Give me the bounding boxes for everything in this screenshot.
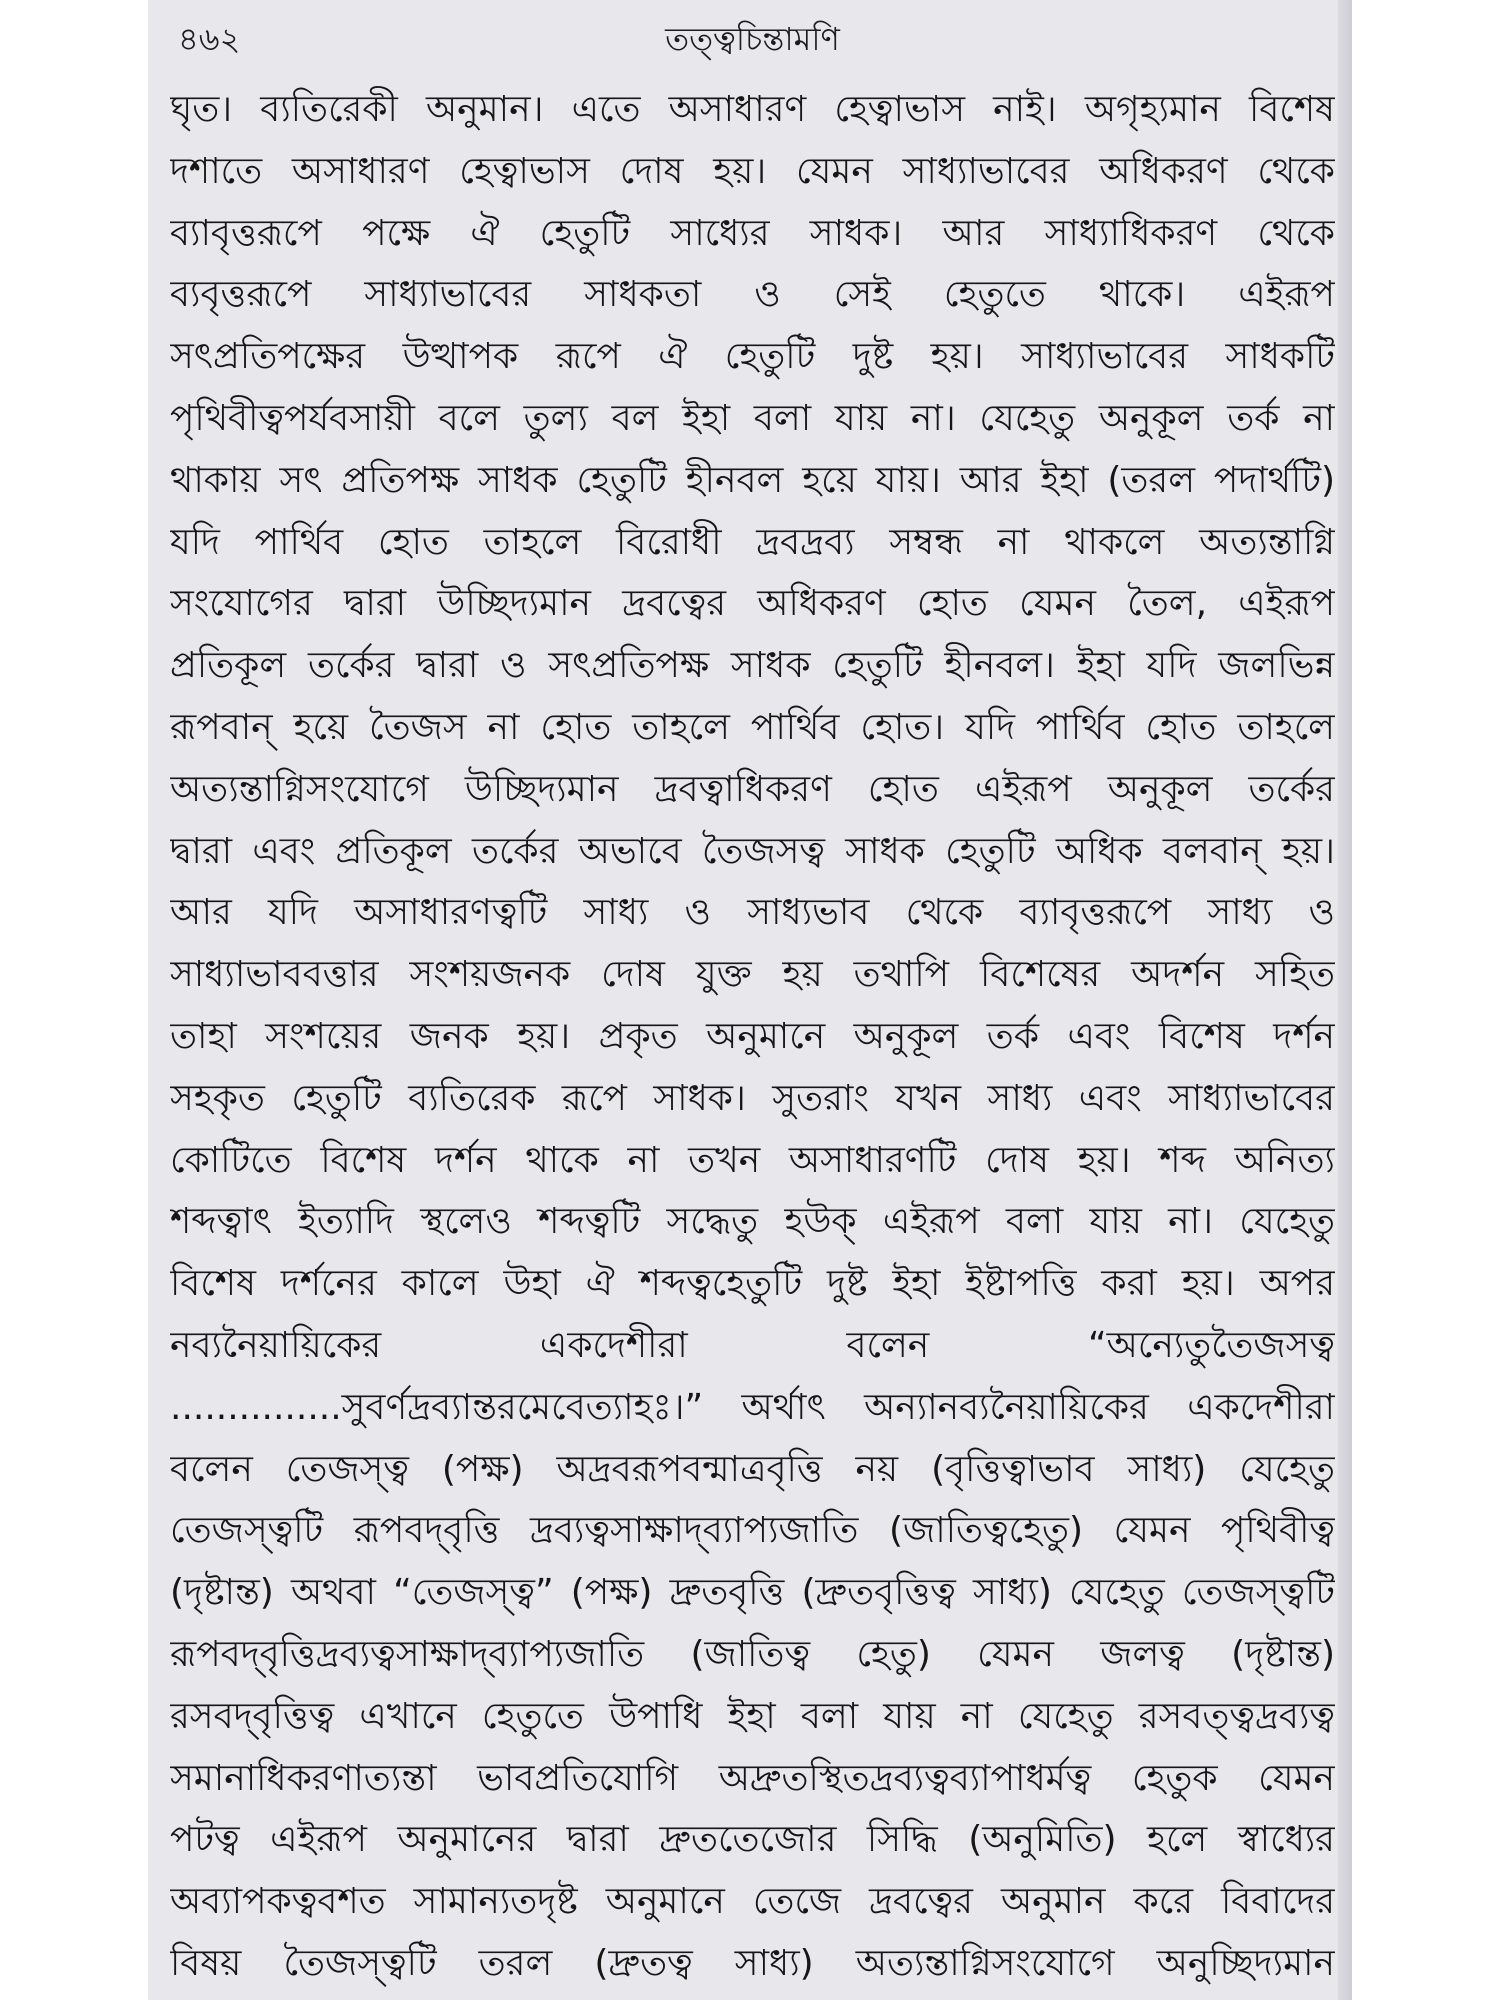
text-line: পৃথিবীত্বপর্যবসায়ী বলে তুল্য বল ইহা বলা যায় না। যেহেতু অনুকূল তর্ক না <box>170 397 1335 439</box>
text-line: ঘৃত। ব্যতিরেকী অনুমান। এতে অসাধারণ হেত্বাভাস নাই। অগৃহ্যমান বিশেষ <box>170 89 1335 130</box>
text-line: ব্যাবৃত্তরূপে পক্ষে ঐ হেতুটি সাধ্যের সাধক। আর সাধ্যাধিকরণ থেকে <box>170 212 1335 254</box>
page-number: ৪৬২ <box>178 20 241 58</box>
page-header <box>170 14 1335 64</box>
text-line: থাকায় সৎ প্রতিপক্ষ সাধক হেতুটি হীনবল হয়ে যায়। আর ইহা (তরল পদার্থটি) <box>170 459 1335 501</box>
running-title: তত্ত্বচিন্তামণি <box>665 20 840 58</box>
text-line: আর যদি অসাধারণত্বটি সাধ্য ও সাধ্যভাব থেকে ব্যাবৃত্তরূপে সাধ্য ও <box>170 892 1335 934</box>
text-line: প্রতিকূল তর্কের দ্বারা ও সৎপ্রতিপক্ষ সাধক হেতুটি হীনবল। ইহা যদি জলভিন্ন <box>170 645 1335 687</box>
text-line: পটত্ব এইরূপ অনুমানের দ্বারা দ্রুততেজোর সিদ্ধি (অনুমিতি) হলে স্বাধ্যের <box>170 1819 1335 1861</box>
text-line: বিশেষ দর্শনের কালে উহা ঐ শব্দত্বহেতুটি দুষ্ট ইহা ইষ্টাপত্তি করা হয়। অপর <box>170 1263 1335 1305</box>
text-line: (দৃষ্টান্ত) অথবা “তেজস্ত্ব” (পক্ষ) দ্রুতবৃত্তি (দ্রুতবৃত্তিত্ব সাধ্য) যেহেতু তেজস্ত্বটি <box>170 1572 1335 1614</box>
page-edge-shadow <box>1338 0 1352 2000</box>
text-line: সংযোগের দ্বারা উচ্ছিদ্যমান দ্রবত্বের অধিকরণ হোত যেমন তৈল, এইরূপ <box>170 583 1335 625</box>
text-line: ব্যবৃত্তরূপে সাধ্যাভাবের সাধকতা ও সেই হেতুতে থাকে। এইরূপ <box>170 274 1335 316</box>
text-line: ...............সুবর্ণদ্রব্যান্তরমেবেত্যাহঃ।” অর্থাৎ অন্যানব্যনৈয়ায়িকের একদেশীরা <box>170 1386 1335 1428</box>
text-line: নব্যনৈয়ায়িকের একদেশীরা বলেন “অন্যেতুতৈজসত্ব <box>170 1324 1335 1366</box>
text-line: বিষয় তৈজস্ত্বটি তরল (দ্রুতত্ব সাধ্য) অত্যন্তাগ্নিসংযোগে অনুচ্ছিদ্যমান <box>170 1942 1335 1984</box>
text-line: অত্যন্তাগ্নিসংযোগে উচ্ছিদ্যমান দ্রবত্বাধিকরণ হোত এইরূপ অনুকূল তর্কের <box>170 768 1335 810</box>
text-line: দ্বারা এবং প্রতিকূল তর্কের অভাবে তৈজসত্ব সাধক হেতুটি অধিক বলবান্ হয়। <box>170 830 1335 872</box>
text-line: বলেন তেজস্ত্ব (পক্ষ) অদ্রবরূপবন্মাত্রবৃত্তি নয় (বৃত্তিত্বাভাব সাধ্য) যেহেতু <box>170 1448 1335 1490</box>
text-line: সৎপ্রতিপক্ষের উত্থাপক রূপে ঐ হেতুটি দুষ্ট হয়। সাধ্যাভাবের সাধকটি <box>170 336 1335 378</box>
text-line: কোটিতে বিশেষ দর্শন থাকে না তখন অসাধারণটি দোষ হয়। শব্দ অনিত্য <box>170 1139 1335 1181</box>
text-line: সাধ্যাভাববত্তার সংশয়জনক দোষ যুক্ত হয় তথাপি বিশেষের অদর্শন সহিত <box>170 954 1335 996</box>
text-line: সহকৃত হেতুটি ব্যতিরেক রূপে সাধক। সুতরাং যখন সাধ্য এবং সাধ্যাভাবের <box>170 1077 1335 1119</box>
text-line: সমানাধিকরণাত্যন্তা ভাবপ্রতিযোগি অদ্রুতস্থিতদ্রব্যত্বব্যাপাধর্মত্ব হেতুক যেমন <box>170 1757 1335 1799</box>
text-line: দশাতে অসাধারণ হেত্বাভাস দোষ হয়। যেমন সাধ্যাভাবের অধিকরণ থেকে <box>170 150 1335 192</box>
text-line: যদি পার্থিব হোত তাহলে বিরোধী দ্রবদ্রব্য সম্বন্ধ না থাকলে অত্যন্তাগ্নি <box>170 521 1335 563</box>
text-line: তাহা সংশয়ের জনক হয়। প্রকৃত অনুমানে অনুকূল তর্ক এবং বিশেষ দর্শন <box>170 1015 1335 1057</box>
text-line: অব্যাপকত্ববশত সামান্যতদৃষ্ট অনুমানে তেজে দ্রবত্বের অনুমান করে বিবাদের <box>170 1881 1335 1923</box>
page-body-text <box>170 79 1335 1995</box>
text-line: রূপবদ্‌বৃত্তিদ্রব্যত্বসাক্ষাদ্‌ব্যাপ্যজাতি (জাতিত্ব হেতু) যেমন জলত্ব (দৃষ্টান্ত) <box>170 1633 1335 1675</box>
text-line: তেজস্ত্বটি রূপবদ্‌বৃত্তি দ্রব্যত্বসাক্ষাদ্‌ব্যাপ্যজাতি (জাতিত্বহেতু) যেমন পৃথিবীত্ব <box>170 1510 1335 1552</box>
text-line: রসবদ্‌বৃত্তিত্ব এখানে হেতুতে উপাধি ইহা বলা যায় না যেহেতু রসবত্ত্বদ্রব্যত্ব <box>170 1695 1335 1737</box>
text-line: শব্দত্বাৎ ইত্যাদি স্থলেও শব্দত্বটি সদ্ধেতু হউক্ এইরূপ বলা যায় না। যেহেতু <box>170 1201 1335 1243</box>
text-line: রূপবান্ হয়ে তৈজস না হোত তাহলে পার্থিব হোত। যদি পার্থিব হোত তাহলে <box>170 706 1335 748</box>
